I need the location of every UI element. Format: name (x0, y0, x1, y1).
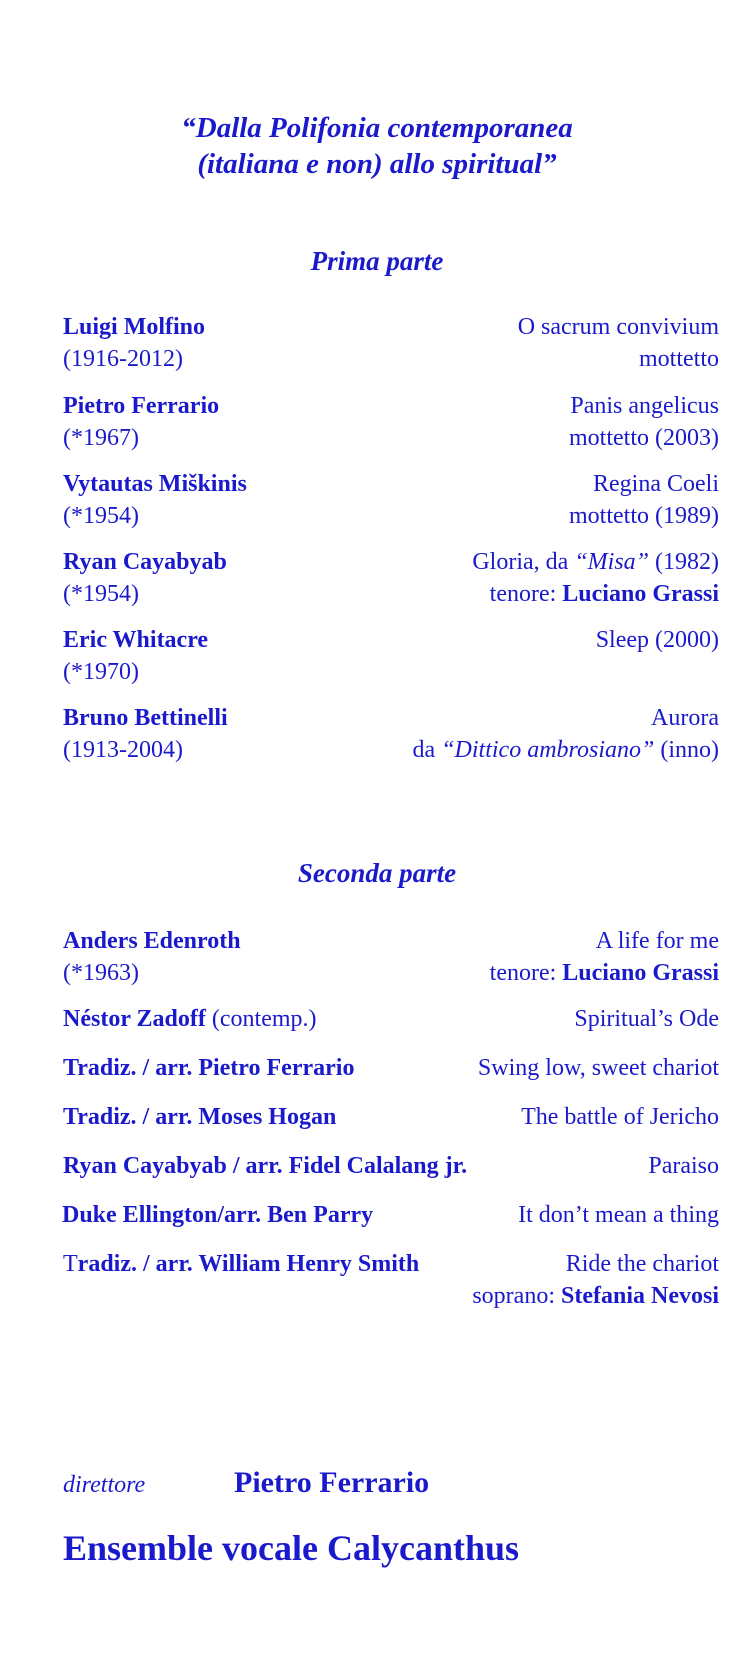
director-credit (63, 1466, 429, 1502)
program-entry (63, 925, 719, 989)
program-title-line-1: “Dalla Polifonia contemporanea (181, 112, 573, 144)
program-entry (63, 468, 719, 532)
composer-dates: (*1967) (63, 425, 139, 451)
composer-name: Luigi Molfino (63, 314, 206, 340)
soloist-credit (490, 578, 719, 610)
work-title: O sacrum convivium (517, 314, 719, 340)
composer-dates: (1916-2012) (63, 346, 183, 372)
composer-dates: (1913-2004) (63, 737, 183, 763)
work-title: It don’t mean a thing (518, 1202, 719, 1228)
composer-note: (contemp.) (205, 1006, 317, 1032)
composer-name: Ryan Cayabyab (63, 549, 227, 575)
work-title-suffix: (1982) (649, 549, 719, 575)
section-heading-seconda-parte: Seconda parte (297, 858, 457, 888)
composer-dates: (*1954) (63, 503, 139, 529)
composer-name: Tradiz. / arr. Moses Hogan (63, 1104, 337, 1130)
soloist-role: tenore: (489, 960, 563, 986)
composer-initial: T (63, 1251, 78, 1277)
work-title: Ride the chariot (565, 1251, 719, 1277)
soloist-name: Luciano Grassi (562, 581, 719, 607)
work-title: Swing low, sweet chariot (477, 1055, 719, 1081)
composer-dates: (*1963) (63, 960, 139, 986)
program-title-line-2: (italiana e non) allo spiritual” (197, 148, 557, 180)
work-detail (413, 734, 719, 766)
composer-credit (63, 1003, 317, 1035)
work-title: Spiritual’s Ode (574, 1006, 719, 1032)
composer-name: radiz. / arr. William Henry Smith (77, 1251, 420, 1277)
work-detail-italic: “Dittico ambrosiano” (441, 737, 655, 763)
soloist-name: Stefania Nevosi (561, 1283, 719, 1309)
ensemble-name: Ensemble vocale Calycanthus (63, 1528, 520, 1568)
work-title-prefix: Gloria, da (472, 549, 575, 575)
work-title: Regina Coeli (593, 471, 719, 497)
work-title: Paraiso (648, 1153, 719, 1179)
work-detail: mottetto (1989) (569, 503, 719, 529)
work-title: The battle of Jericho (521, 1104, 719, 1130)
program-entry (63, 702, 719, 766)
composer-name: Vytautas Miškinis (63, 471, 247, 497)
program-entry (63, 1150, 719, 1182)
soloist-credit (490, 957, 719, 989)
work-title: A life for me (595, 928, 719, 954)
work-title: Panis angelicus (570, 393, 719, 419)
program-entry (63, 390, 719, 454)
work-detail-prefix: da (412, 737, 442, 763)
director-role: direttore (63, 1472, 146, 1498)
composer-dates: (*1954) (63, 581, 139, 607)
composer-name: Ryan Cayabyab / arr. Fidel Calalang jr. (63, 1153, 468, 1179)
composer-name: Eric Whitacre (63, 627, 209, 653)
work-title: Sleep (2000) (595, 627, 719, 653)
section-heading-prima-parte: Prima parte (310, 246, 444, 276)
work-title: Aurora (651, 705, 719, 731)
soloist-credit (472, 1280, 719, 1312)
composer-dates: (*1970) (63, 659, 139, 685)
work-detail-suffix: (inno) (654, 737, 719, 763)
director-name: Pietro Ferrario (234, 1466, 430, 1499)
work-detail: mottetto (2003) (569, 425, 719, 451)
composer-name: Néstor Zadoff (63, 1006, 206, 1032)
composer-name: Anders Edenroth (63, 928, 241, 954)
program-entry (63, 1052, 719, 1084)
soloist-name: Luciano Grassi (562, 960, 719, 986)
program-title (0, 110, 754, 182)
program-entry (63, 311, 719, 375)
program-entry (63, 1003, 719, 1035)
composer-name: Bruno Bettinelli (63, 705, 228, 731)
soloist-role: tenore: (489, 581, 563, 607)
program-entry (63, 1101, 719, 1133)
program-entry (63, 546, 719, 610)
work-title (472, 546, 719, 578)
composer-name: Pietro Ferrario (63, 393, 220, 419)
composer-name: Tradiz. / arr. Pietro Ferrario (63, 1055, 355, 1081)
composer-credit (63, 1248, 419, 1280)
work-detail: mottetto (639, 346, 719, 372)
work-title-italic: “Misa” (574, 549, 650, 575)
composer-name: Duke Ellington/arr. Ben Parry (62, 1202, 374, 1228)
soloist-role: soprano: (472, 1283, 561, 1309)
program-entry (63, 1248, 719, 1312)
program-entry (63, 624, 719, 688)
program-entry (62, 1199, 719, 1231)
